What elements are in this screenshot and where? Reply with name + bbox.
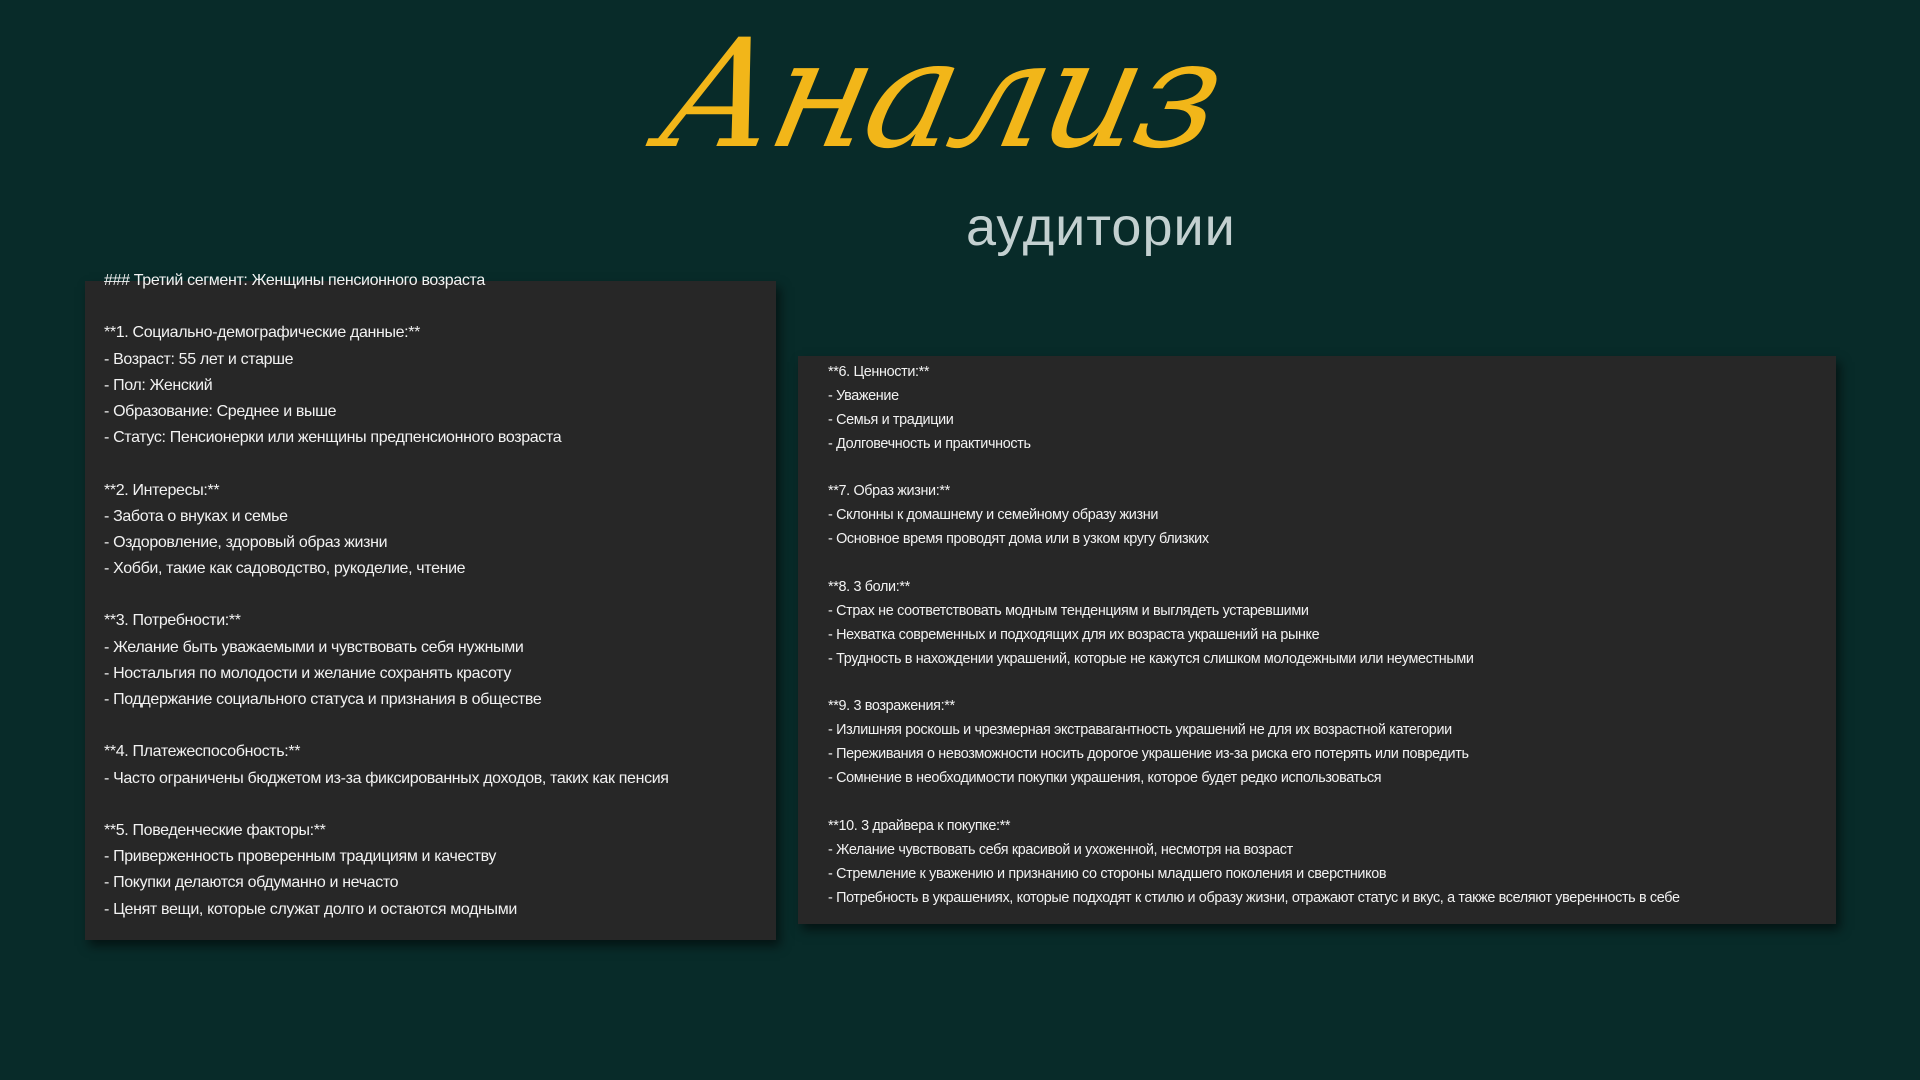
title-subtitle: аудитории	[966, 197, 1236, 257]
blank-line	[828, 672, 1680, 696]
left-panel-content	[104, 268, 669, 923]
list-item: - Забота о внуках и семье	[104, 507, 288, 525]
section-title: **1. Социально-демографические данные:**	[104, 324, 421, 342]
section-title: **3. Потребности:**	[104, 612, 241, 630]
list-item: - Желание чувствовать себя красивой и ухоженной, несмотря на возраст	[828, 841, 1293, 858]
list-item: - Нехватка современных и подходящих для их возраста украшений на рынке	[828, 626, 1320, 643]
blank-line	[104, 713, 669, 739]
list-item: - Образование: Среднее и выше	[104, 402, 337, 420]
section-title: **8. 3 боли:**	[828, 579, 910, 596]
list-item: - Семья и традиции	[828, 411, 954, 428]
blank-line	[104, 294, 669, 320]
list-item: - Поддержание социального статуса и признания в обществе	[104, 691, 542, 708]
right-text-panel	[798, 356, 1836, 924]
list-item: - Покупки делаются обдуманно и нечасто	[104, 874, 399, 892]
list-item: - Часто ограничены бюджетом из-за фиксированных доходов, таких как пенсия	[104, 769, 669, 787]
list-item: - Возраст: 55 лет и старше	[104, 350, 294, 368]
section-title: **5. Поведенческие факторы:**	[104, 821, 326, 839]
list-item: - Стремление к уважению и признанию со стороны младшего поколения и сверстников	[828, 865, 1387, 882]
list-item: - Статус: Пенсионерки или женщины предпенсионного возраста	[104, 429, 562, 447]
section-title: **10. 3 драйвера к покупке:**	[828, 817, 1011, 834]
section-title: **6. Ценности:**	[828, 364, 930, 380]
section-title: **9. 3 возражения:**	[828, 698, 955, 715]
list-item: - Ценят вещи, которые служат долго и остаются модными	[104, 900, 517, 918]
section-title: **7. Образ жизни:**	[828, 483, 950, 500]
list-item: - Хобби, такие как садоводство, рукоделие, чтение	[104, 560, 466, 578]
section-title: **2. Интересы:**	[104, 481, 220, 499]
blank-line	[104, 582, 669, 608]
list-item: - Трудность в нахождении украшений, которые не кажутся слишком молодежными или неуместными	[828, 650, 1474, 667]
list-item: - Склонны к домашнему и семейному образу жизни	[828, 507, 1159, 524]
title-script: Анализ	[646, 8, 1236, 182]
list-item: - Желание быть уважаемыми и чувствовать себя нужными	[104, 638, 524, 656]
list-item: - Переживания о невозможности носить дорогое украшение из-за риска его потерять или повредить	[828, 746, 1469, 763]
blank-line	[828, 552, 1680, 576]
blank-line	[104, 792, 669, 818]
blank-line	[828, 457, 1680, 481]
list-item: - Долговечность и практичность	[828, 435, 1031, 452]
list-item: - Уважение	[828, 387, 899, 404]
left-text-panel	[85, 272, 776, 940]
list-item: - Приверженность проверенным традициям и качеству	[104, 848, 497, 866]
list-item: - Сомнение в необходимости покупки украшения, которое будет редко использоваться	[828, 770, 1382, 787]
list-item: - Страх не соответствовать модным тенденциям и выглядеть устаревшими	[828, 602, 1309, 619]
list-item: - Основное время проводят дома или в узком кругу близких	[828, 531, 1209, 548]
blank-line	[828, 791, 1680, 815]
list-item: - Оздоровление, здоровый образ жизни	[104, 533, 388, 551]
list-item: - Потребность в украшениях, которые подходят к стилю и образу жизни, отражают статус и вкус, а также вселяют уверенность в себе	[828, 889, 1680, 906]
blank-line	[104, 451, 669, 477]
segment-heading: ### Третий сегмент: Женщины пенсионного возраста	[104, 272, 485, 289]
list-item: - Пол: Женский	[104, 376, 213, 394]
list-item: - Ностальгия по молодости и желание сохранять красоту	[104, 664, 511, 682]
section-title: **4. Платежеспособность:**	[104, 743, 301, 761]
list-item: - Излишняя роскошь и чрезмерная экстравагантность украшений не для их возрастной категории	[828, 722, 1452, 739]
right-panel-content	[828, 361, 1680, 910]
